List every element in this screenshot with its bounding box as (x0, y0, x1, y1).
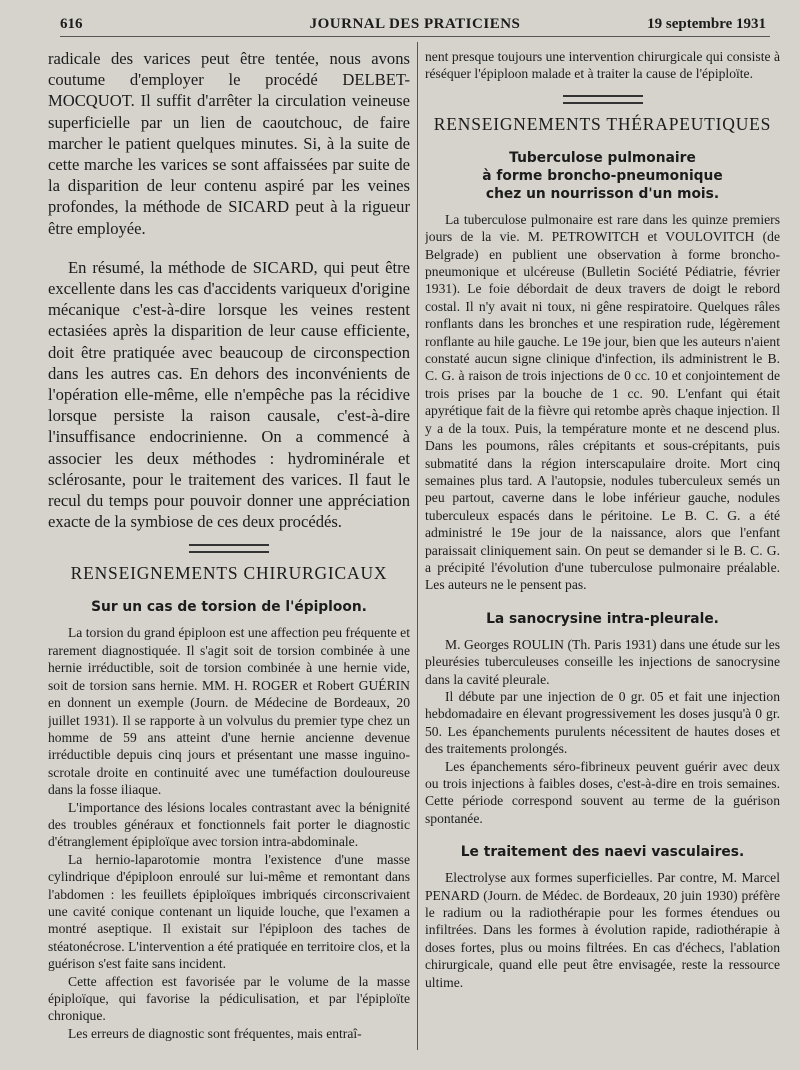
left-column (48, 48, 410, 1050)
page-header (60, 14, 770, 37)
section-title: RENSEIGNEMENTS CHIRURGICAUX (70, 563, 388, 584)
journal-title: JOURNAL DES PRATICIENS (309, 16, 521, 32)
section-separator (189, 544, 269, 553)
paragraph: M. Georges ROULIN (Th. Paris 1931) dans une étude sur les pleurésies tuberculeuses conseille les injections de sanocrysine dans la cavité pleurale. (425, 636, 780, 687)
paragraph: La tuberculose pulmonaire est rare dans les quinze premiers jours de la vie. M. PETROWITCH et VOULOVITCH (de Belgrade) en publient une observation à forme broncho-pneumonique et ulcéreuse (Bulletin Société Pédiatrie, février 1931). Le foie débordait de deux travers de doigt le rebord costal. Il n'y avait ni toux, ni gêne respiratoire. Quelques râles ronflants dans les bronches et une respiration rude, légèrement ronflante au hile gauche. Le 19e jour, bien que les auteurs n'aient constaté aucun signe clinique d'infection, ils administrent le B. C. G. à raison de trois injections de 0 cc. 10 et conjointement de trois prises par la bouche de 1 cc. 90. L'enfant qui était apyrétique fait de la fièvre qui retombe après chaque injection. Il y a de la toux. Puis, la température monte et ne descend plus. Dans les poumons, râles crépitants et sous-crépitants, puis submatité dans la région interscapulaire droite. Mort cinq semaines plus tard. A l'autopsie, nodules tuberculeux semés un peu partout, caverne dans le lobe inférieur gauche, nodules tuberculeux espacés dans le péritoine. Le B. C. G. a été administré le 19e jour de la naissance, alors que l'enfant paraissait cliniquement sain. On peut se demander si le B. C. G. a précipité l'évolution d'une tuberculose pulmonaire préalable. Les auteurs ne le pensent pas. (425, 211, 780, 593)
paragraph: Il débute par une injection de 0 gr. 05 et fait une injection hebdomadaire en élevant progressivement les doses jusqu'à 0 gr. 50. Les épanchements purulents nécessitent de hautes doses et des traitements prolongés. (425, 688, 780, 757)
page-number: 616 (60, 16, 83, 32)
paragraph: nent presque toujours une intervention chirurgicale qui consiste à réséquer l'épiploon malade et à traiter la cause de l'épiploïte. (425, 49, 780, 82)
subsection-title-line: à forme broncho-pneumonique (482, 167, 723, 184)
subsection-title (425, 149, 780, 203)
paragraph: Les épanchements séro-fibrineux peuvent guérir avec deux ou trois injections à faibles doses, c'est-à-dire en trois semaines. Cette période correspond souvent au terme de la guérison spontanée. (425, 758, 780, 826)
paragraph: Les erreurs de diagnostic sont fréquentes, mais entraî- (68, 1025, 362, 1041)
paragraph: La hernio-laparotomie montra l'existence d'une masse cylindrique d'épiploon enroulé sur lui-même et remontant dans l'abdomen : les feuillets épiploïques imbriqués circonscrivaient une cavité conique contenant un liquide louche, que l'examen a montré aseptique. Il existait sur l'épiploon des taches de stéatonécrose. L'intervention a été pratiquée en territoire clos, et la guérison s'est faite sans incident. (48, 851, 410, 972)
right-column (425, 48, 780, 1050)
subsection-title: La sanocrysine intra-pleurale. (486, 610, 719, 627)
subsection-title: Sur un cas de torsion de l'épiploon. (91, 599, 367, 616)
section-separator (563, 95, 643, 104)
issue-date: 19 septembre 1931 (647, 16, 766, 32)
paragraph: radicale des varices peut être tentée, nous avons coutume d'employer le procédé DELBET-MOCQUOT. Il suffit d'arrêter la circulation veineuse superficielle par un lien de caoutchouc, de faire marcher le patient quelques minutes. Si, à la suite de cette marche les varices se sont affaissées par suite de la disparition de leur contenu aspiré par les veines profondes, la méthode de SICARD peut à la rigueur être employée. (48, 49, 410, 238)
paragraph: La torsion du grand épiploon est une affection peu fréquente et rarement diagnostiquée. Il s'agit soit de torsion combinée à une hernie irréductible, soit de torsion combinée à une hernie vide, soit de torsion sans hernie. MM. H. ROGER et Robert GUÉRIN en donnent un exemple (Journ. de Médecine de Bordeaux, 20 juillet 1931). Il se rapporte à un volvulus du premier type chez un homme de 59 ans atteint d'une hernie ancienne devenue irréductible depuis cinq jours et présentant une masse inguino-scrotale droite en continuité avec une tuméfaction douloureuse dans la fosse iliaque. (48, 625, 410, 798)
subsection-title: Le traitement des naevi vasculaires. (460, 844, 745, 861)
section-title: RENSEIGNEMENTS THÉRAPEUTIQUES (433, 113, 772, 134)
paragraph: En résumé, la méthode de SICARD, qui peut être excellente dans les cas d'accidents variqueux d'origine mécanique c'est-à-dire lorsque les veines restent ectasiées après la disparition de leur cause efficiente, doit être pratiquée avec beaucoup de circonspection dans les autres cas. En dehors des inconvénients de l'opération elle-même, elle n'empêche pas la récidive lorsque persiste la raison causale, c'est-à-dire l'insuffisance endocrinienne. On a commencé à associer les deux méthodes : hydrominérale et sclérosante, pour le traitement des varices. Il faut le recul du temps pour pouvoir donner une appréciation exacte de la symbiose de ces deux procédés. (48, 257, 410, 532)
paragraph: Cette affection est favorisée par le volume de la masse épiploïque, qui favorise la pédiculisation, et par l'épiploïte chronique. (48, 973, 410, 1024)
subsection-title-line: chez un nourrisson d'un mois. (485, 185, 720, 202)
column-divider (417, 42, 418, 1050)
paragraph: Electrolyse aux formes superficielles. Par contre, M. Marcel PENARD (Journ. de Médec. de Bordeaux, 20 juin 1930) préfère le radium ou la radiothérapie pour les formes étendues ou infiltrées. Dans les formes à évolution rapide, radiothérapie à doses fortes, plus ou moins filtrées. En cas d'échecs, l'ablation chirurgicale, quand elle peut être envisagée, reste la ressource ultime. (425, 870, 780, 990)
subsection-title-line: Tuberculose pulmonaire (509, 149, 696, 166)
paragraph: L'importance des lésions locales contrastant avec la bénignité des troubles généraux et fonctionnels fait porter le diagnostic d'étranglement épiploïque avec torsion intra-abdominale. (48, 799, 410, 850)
